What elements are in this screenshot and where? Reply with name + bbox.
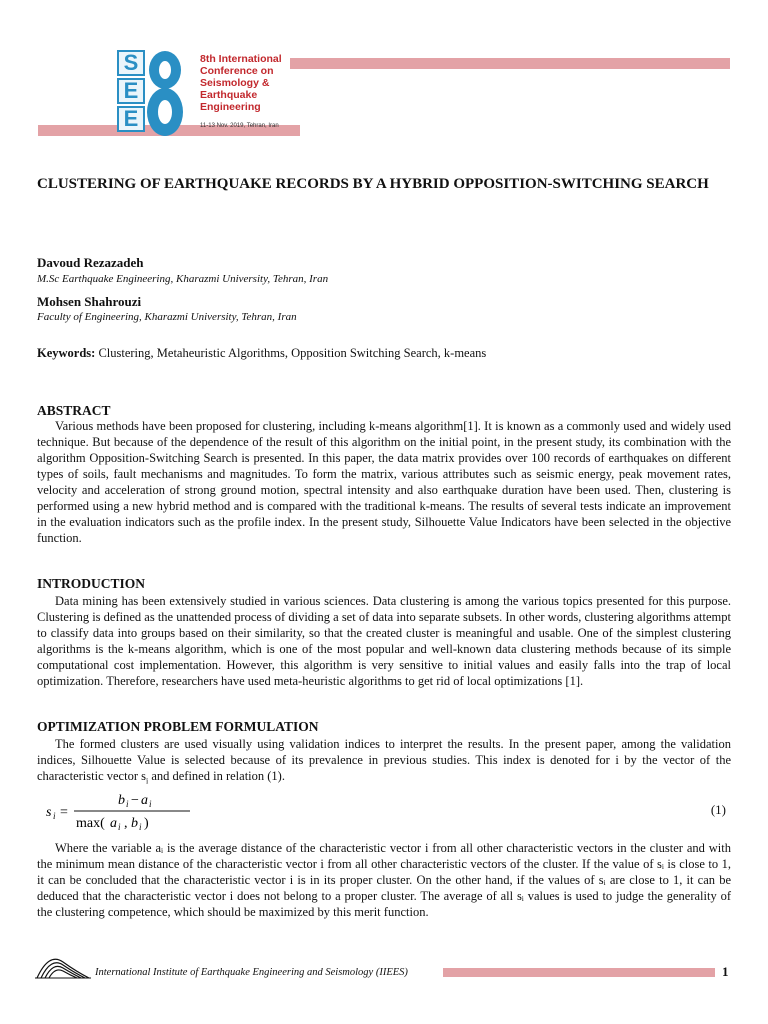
- keywords-label: Keywords:: [37, 346, 96, 360]
- author-name-1: Davoud Rezazadeh: [37, 255, 144, 270]
- author-affiliation-1: M.Sc Earthquake Engineering, Kharazmi University, Tehran, Iran: [37, 273, 329, 285]
- footer-bar: [443, 968, 715, 977]
- svg-text:,: ,: [124, 816, 128, 831]
- abstract-heading: ABSTRACT: [37, 403, 111, 418]
- keywords-text: Clustering, Metaheuristic Algorithms, Opposition Switching Search, k-means: [95, 346, 487, 360]
- logo-conference-name: 8th International Conference on Seismology & Earthquake Engineering: [200, 53, 282, 113]
- logo-date: 11-13 Nov. 2019, Tehran, Iran: [200, 123, 279, 129]
- introduction-heading: INTRODUCTION: [37, 576, 146, 591]
- optimization-heading: OPTIMIZATION PROBLEM FORMULATION: [37, 719, 319, 734]
- footer-organization: International Institute of Earthquake Engineering and Seismology (IIEES): [95, 967, 408, 978]
- svg-text:i: i: [53, 811, 56, 821]
- svg-text:a: a: [141, 793, 148, 808]
- svg-text:i: i: [149, 799, 152, 809]
- svg-text:i: i: [118, 822, 121, 832]
- author-affiliation-2: Faculty of Engineering, Kharazmi University, Tehran, Iran: [37, 311, 297, 323]
- logo-eight-icon: [146, 48, 184, 138]
- introduction-text: Data mining has been extensively studied in various sciences. Data clustering is among the various topics presented for this purpose. Clustering is defined as the unattended process of dividing a set of data into separate subsets. In other words, clustering algorithms attempt to classify data into groups based on their similarity, so that the created cluster is meaningful and usable. One of the simplest clustering algorithms is the k-means algorithm, which is one of the most popular and well-known data clustering methods because of its simple computational cost implementation. However, this algorithm is very sensitive to initial values and easily falls into the trap of local optimization. Therefore, researchers have used meta-heuristic algorithms to get rid of local optimizations [1].: [37, 594, 731, 688]
- equation-1: [40, 790, 730, 832]
- svg-text:): ): [144, 816, 149, 831]
- header-top-bar: [290, 58, 730, 69]
- svg-text:−: −: [131, 793, 139, 808]
- svg-text:max(: max(: [76, 816, 105, 831]
- page-number: 1: [722, 964, 729, 979]
- svg-text:b: b: [131, 816, 138, 831]
- logo-see-letters: S E E: [117, 50, 145, 134]
- optimization-text-2: Where the variable aᵢ is the average distance of the characteristic vector i from all other characteristic vectors in the cluster and with the minimum mean distance of the characteristic vector i from all other characteristic vectors of the cluster. If the value of sᵢ is close to 1, it can be concluded that the characteristic vector i is in its proper cluster. On the other hand, if the values of sᵢ are close to 1, it can be deduced that the characteristic vector i does not belong to a proper cluster. The average of all sᵢ values is used to judge the generality of the clustering competence, which should be maximized by this merit function.: [37, 841, 731, 919]
- silhouette-formula: [40, 790, 200, 832]
- svg-text:i: i: [139, 822, 142, 832]
- svg-text:b: b: [118, 793, 125, 808]
- equation-number: (1): [710, 802, 726, 817]
- svg-text:=: =: [60, 805, 68, 820]
- optimization-text: The formed clusters are used visually using validation indices to interpret the results. In the present paper, among the validation indices, Silhouette Value is selected because of its prevalence in previous studies. This index is denoted for i by the vector of the characteristic vector $s_i$ and defined in relation (1).: [37, 737, 731, 786]
- iiees-logo-icon: [35, 950, 91, 980]
- svg-text:s: s: [46, 805, 52, 820]
- author-name-2: Mohsen Shahrouzi: [37, 294, 142, 309]
- keywords-line: [37, 346, 486, 361]
- paper-title: CLUSTERING OF EARTHQUAKE RECORDS BY A HYBRID OPPOSITION-SWITCHING SEARCH: [37, 176, 709, 192]
- abstract-text: Various methods have been proposed for clustering, including k-means algorithm[1]. It is known as a commonly used and widely used technique. But because of the dependence of the result of this algorithm on the initial point, in the present study, its combination with the algorithm Opposition-Switching Search is presented. In this paper, the data matrix provides over 100 records of earthquakes on different types of soils, fault mechanisms and magnitudes. To form the matrix, various attributes such as seismic energy, peak movement rates, velocity and acceleration of strong ground motion, spectral intensity and also earthquake duration have been used. Then, clustering is performed using a new hybrid method and is compared with the traditional k-means. The results of several tests indicate an improvement in the evaluation indicators such as the profile index. In the present study, Silhouette Value Indicators have been selected in the objective function.: [37, 419, 731, 545]
- svg-text:a: a: [110, 816, 117, 831]
- svg-text:i: i: [126, 799, 129, 809]
